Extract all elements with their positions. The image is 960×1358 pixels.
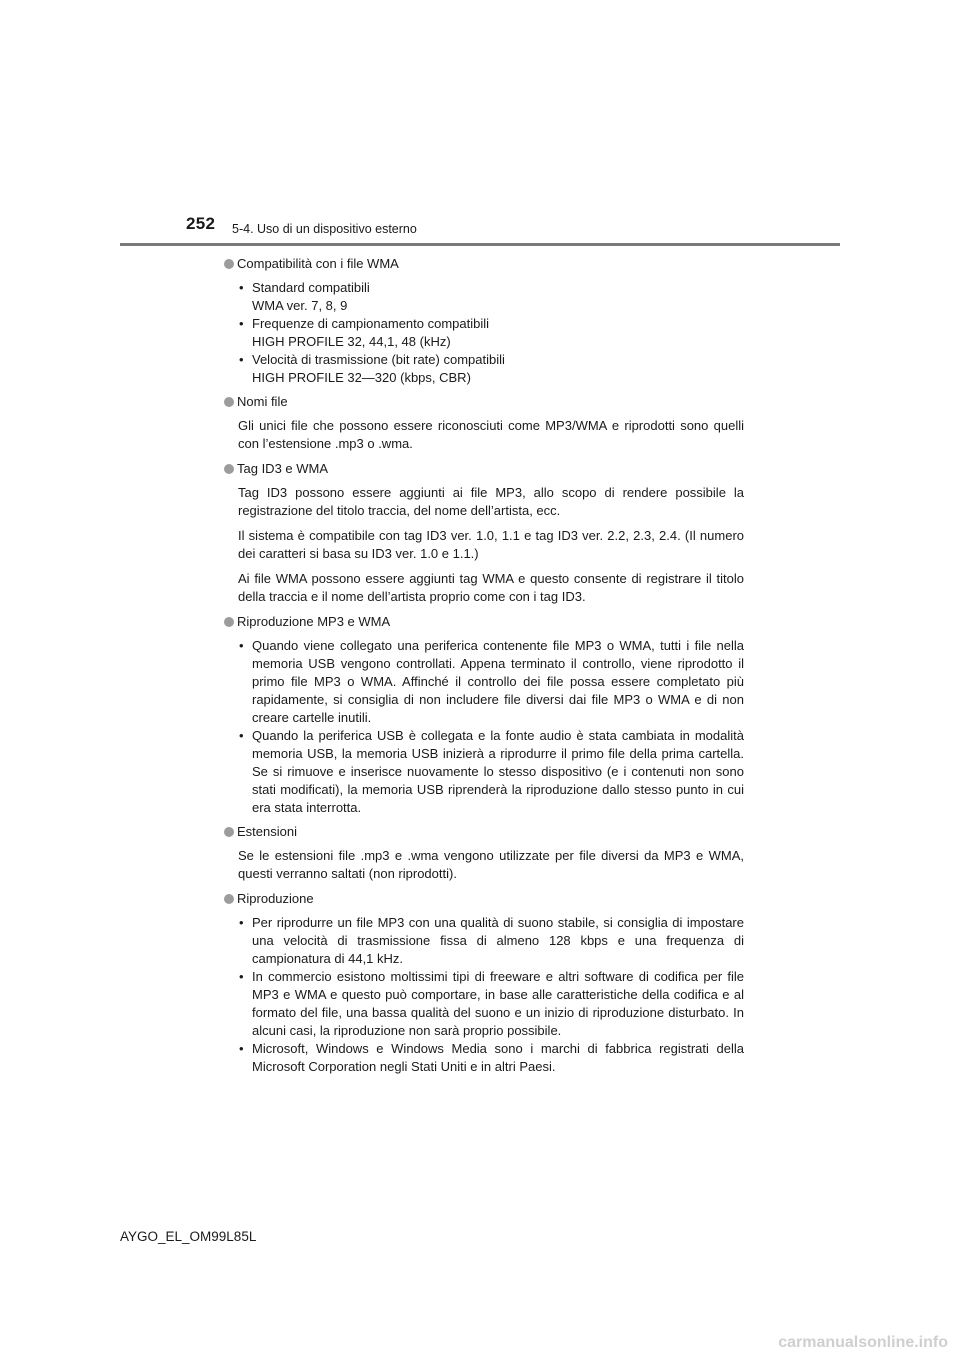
list-item-text: Per riprodurre un file MP3 con una qualità di suono stabile, si consiglia di impostare una velocità di trasmissione fissa di almeno 128 kbps e una frequenza di campionatura di 44,1 kHz.: [252, 915, 744, 966]
watermark: carmanualsonline.info: [778, 1334, 948, 1351]
section-mp3-wma-playback: [224, 613, 744, 817]
list-item-text: Quando la periferica USB è collegata e la fonte audio è stata cambiata in modalità memoria USB, la memoria USB inizierà a riprodurre il primo file della prima cartella. Se si rimuove e inserisce nuovamente lo stesso dispositivo (e i contenuti non sono stati modificati), la memoria USB riprenderà la riproduzione dallo stesso punto in cui era stata interrotta.: [252, 728, 744, 815]
section-file-names: [224, 393, 744, 453]
list-item: [238, 351, 744, 387]
circle-bullet-icon: [224, 397, 234, 407]
section-heading: [224, 393, 744, 411]
paragraph: Tag ID3 possono essere aggiunti ai file MP3, allo scopo di rendere possibile la registrazione del titolo traccia, del nome dell’artista, ecc.: [238, 485, 744, 518]
list-item: [238, 968, 744, 1040]
section-heading: [224, 460, 744, 478]
circle-bullet-icon: [224, 894, 234, 904]
sub-list: [224, 914, 744, 1076]
list-item-detail: WMA ver. 7, 8, 9: [252, 298, 348, 313]
list-item: [238, 727, 744, 817]
paragraph: Gli unici file che possono essere riconosciuti come MP3/WMA e riprodotti sono quelli con l’estensione .mp3 o .wma.: [238, 418, 744, 451]
list-item-text: In commercio esistono moltissimi tipi di freeware e altri software di codifica per file MP3 e WMA e questo può comportare, in base alle caratteristiche della codifica e al formato del file, una bassa qualità del suono e un inizio di riproduzione disturbato. In alcuni casi, la riproduzione non sarà proprio possibile.: [252, 969, 744, 1038]
section-id3-wma-tags: [224, 460, 744, 606]
list-item: [238, 279, 744, 315]
list-item-text: Velocità di trasmissione (bit rate) compatibili: [252, 352, 505, 367]
section-playback: [224, 890, 744, 1076]
circle-bullet-icon: [224, 617, 234, 627]
section-title: 5-4. Uso di un dispositivo esterno: [232, 222, 417, 236]
section-extensions: [224, 823, 744, 883]
section-heading-text: Nomi file: [237, 394, 288, 409]
header-divider: [120, 243, 840, 246]
list-item-detail: HIGH PROFILE 32, 44,1, 48 (kHz): [252, 334, 451, 349]
list-item: [238, 315, 744, 351]
sub-list: [224, 279, 744, 387]
paragraph: Ai file WMA possono essere aggiunti tag WMA e questo consente di registrare il titolo della traccia e il nome dell’artista proprio come con i tag ID3.: [238, 571, 744, 604]
page-number: 252: [186, 214, 216, 233]
section-heading-text: Riproduzione MP3 e WMA: [237, 614, 391, 629]
paragraph: Se le estensioni file .mp3 e .wma vengono utilizzate per file diversi da MP3 e WMA, questi verranno saltati (non riprodotti).: [238, 848, 744, 881]
section-heading: [224, 255, 744, 273]
section-heading-text: Riproduzione: [237, 891, 314, 906]
list-item: [238, 1040, 744, 1076]
section-wma-compatibility: [224, 255, 744, 387]
document-body: [224, 255, 744, 1082]
section-heading: [224, 890, 744, 908]
list-item: [238, 637, 744, 727]
list-item: [238, 914, 744, 968]
paragraph: Il sistema è compatibile con tag ID3 ver. 1.0, 1.1 e tag ID3 ver. 2.2, 2.3, 2.4. (Il numero dei caratteri si basa su ID3 ver. 1.0 e 1.1.): [238, 528, 744, 561]
list-item-text: Quando viene collegato una periferica contenente file MP3 o WMA, tutti i file nella memoria USB vengono controllati. Appena terminato il controllo, viene riprodotto il primo file MP3 o WMA. Affinché il controllo dei file possa essere completato più rapidamente, si consiglia di non includere file diversi dai file MP3 o WMA e di non creare cartelle inutili.: [252, 638, 744, 725]
section-heading: [224, 613, 744, 631]
list-item-text: Microsoft, Windows e Windows Media sono i marchi di fabbrica registrati della Microsoft Corporation negli Stati Uniti e in altri Paesi.: [252, 1041, 744, 1074]
section-heading-text: Estensioni: [237, 824, 297, 839]
circle-bullet-icon: [224, 827, 234, 837]
section-heading: [224, 823, 744, 841]
section-heading-text: Tag ID3 e WMA: [237, 461, 329, 476]
circle-bullet-icon: [224, 259, 234, 269]
list-item-text: Frequenze di campionamento compatibili: [252, 316, 490, 331]
circle-bullet-icon: [224, 464, 234, 474]
list-item-detail: HIGH PROFILE 32—320 (kbps, CBR): [252, 370, 471, 385]
list-item-text: Standard compatibili: [252, 280, 370, 295]
section-heading-text: Compatibilità con i file WMA: [237, 256, 399, 271]
sub-list: [224, 637, 744, 817]
document-code: AYGO_EL_OM99L85L: [120, 1229, 257, 1244]
